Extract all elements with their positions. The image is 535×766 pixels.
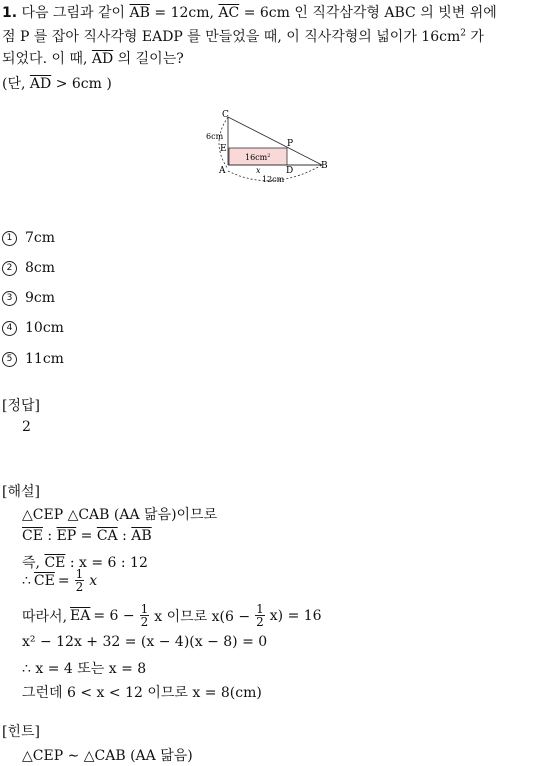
segment-ce: $\overline{CE}$	[22, 528, 43, 544]
segment-ep: $\overline{EP}$	[56, 528, 77, 544]
answer-heading: [정답]	[2, 398, 40, 414]
choice-5[interactable]	[2, 351, 64, 367]
label-b: B	[321, 161, 328, 171]
ratio-colon: :	[117, 528, 132, 544]
text: x 이므로 x(6 −	[154, 608, 251, 625]
solution-line-8: 그런데 6 < x < 12 이므로 x = 8(cm)	[22, 685, 262, 701]
choice-text: 8cm	[25, 260, 56, 276]
solution-line-2	[22, 528, 152, 544]
label-x: x	[256, 166, 261, 175]
choice-mark: 3	[2, 291, 17, 306]
segment-ce: $\overline{CE}$	[44, 555, 66, 571]
question-text-c: = 6cm 인 직각삼각형 ABC 의 빗변 위에	[243, 5, 497, 21]
segment-ad: $\overline{AD}$	[91, 51, 114, 67]
label-area: $16cm^2$	[245, 153, 271, 162]
choice-mark: 4	[2, 321, 17, 336]
ratio-colon: :	[42, 528, 57, 544]
question-text-f: 되었다. 이 때,	[2, 51, 88, 67]
text: x) = 16	[269, 607, 322, 624]
condition-close: > 6cm )	[55, 76, 112, 92]
choice-mark: 2	[2, 261, 17, 276]
question-number: 1.	[2, 5, 18, 21]
condition-open: (단,	[2, 76, 26, 92]
fraction: $\frac{1}{2}$	[75, 567, 84, 594]
segment-ea: $\overline{EA}$	[70, 607, 91, 624]
hint-line-1: △CEP ∼ △CAB (AA 닮음)	[22, 748, 193, 764]
solution-heading: [해설]	[2, 484, 40, 500]
solution-line-4	[22, 568, 97, 593]
choice-2[interactable]	[2, 260, 55, 276]
hint-heading: [힌트]	[2, 724, 40, 740]
segment-ac: $\overline{AC}$	[218, 5, 240, 21]
choice-mark: 5	[2, 352, 17, 367]
segment-ab: $\overline{AB}$	[129, 5, 150, 21]
solution-line-5	[22, 603, 322, 628]
choice-text: 7cm	[25, 230, 56, 246]
choice-3[interactable]	[2, 290, 55, 306]
fraction: $\frac{1}{2}$	[140, 602, 149, 629]
question-text-a: 다음 그림과 같이	[21, 5, 126, 21]
choice-text: 11cm	[25, 351, 64, 367]
segment-ce: $\overline{CE}$	[33, 572, 55, 589]
text: = 6 −	[93, 607, 135, 624]
solution-line-1: △CEP △CAB (AA 닮음)이므로	[22, 507, 218, 523]
question-text-b: = 12cm,	[154, 5, 214, 21]
question-text-d: 점 P 를 잡아 직사각형 EADP 를 만들었을 때, 이 직사각형의 넓이가 16cm	[2, 29, 461, 45]
therefore: ∴	[22, 572, 31, 589]
triangle-figure	[200, 105, 335, 187]
equals: =	[57, 572, 70, 589]
choice-1[interactable]	[2, 230, 55, 246]
question-line-1	[2, 2, 497, 22]
label-e: E	[220, 144, 227, 154]
question-line-2	[2, 26, 484, 46]
label-p: P	[287, 139, 294, 149]
label-d: D	[286, 166, 294, 176]
question-text-e: 가	[465, 29, 484, 45]
text: 따라서,	[22, 608, 68, 625]
label-c: C	[222, 110, 229, 120]
question-condition	[2, 73, 112, 93]
solution-line-7: ∴ x = 4 또는 x = 8	[22, 661, 147, 677]
solution-line-6: x² − 12x + 32 = (x − 4)(x − 8) = 0	[22, 634, 268, 650]
segment-ca: $\overline{CA}$	[96, 528, 118, 544]
label-6cm: 6cm	[206, 132, 224, 141]
choice-mark: 1	[2, 231, 17, 246]
answer-value: 2	[22, 419, 31, 435]
choice-text: 10cm	[25, 320, 64, 336]
equals: =	[76, 528, 97, 544]
choice-text: 9cm	[25, 290, 56, 306]
variable-x: x	[89, 572, 98, 589]
question-text-g: 의 길이는?	[117, 51, 184, 67]
choice-4[interactable]	[2, 320, 64, 336]
brace-ac	[219, 117, 228, 169]
label-12cm: 12cm	[262, 175, 285, 184]
fraction: $\frac{1}{2}$	[256, 602, 264, 629]
segment-ab: $\overline{AB}$	[131, 528, 152, 544]
question-line-3	[2, 48, 184, 68]
area-superscript: 2	[460, 28, 466, 39]
label-a: A	[219, 166, 226, 176]
text: : x = 6 : 12	[69, 555, 148, 571]
text: 즉,	[22, 555, 40, 571]
condition-segment: $\overline{AD}$	[29, 76, 52, 92]
